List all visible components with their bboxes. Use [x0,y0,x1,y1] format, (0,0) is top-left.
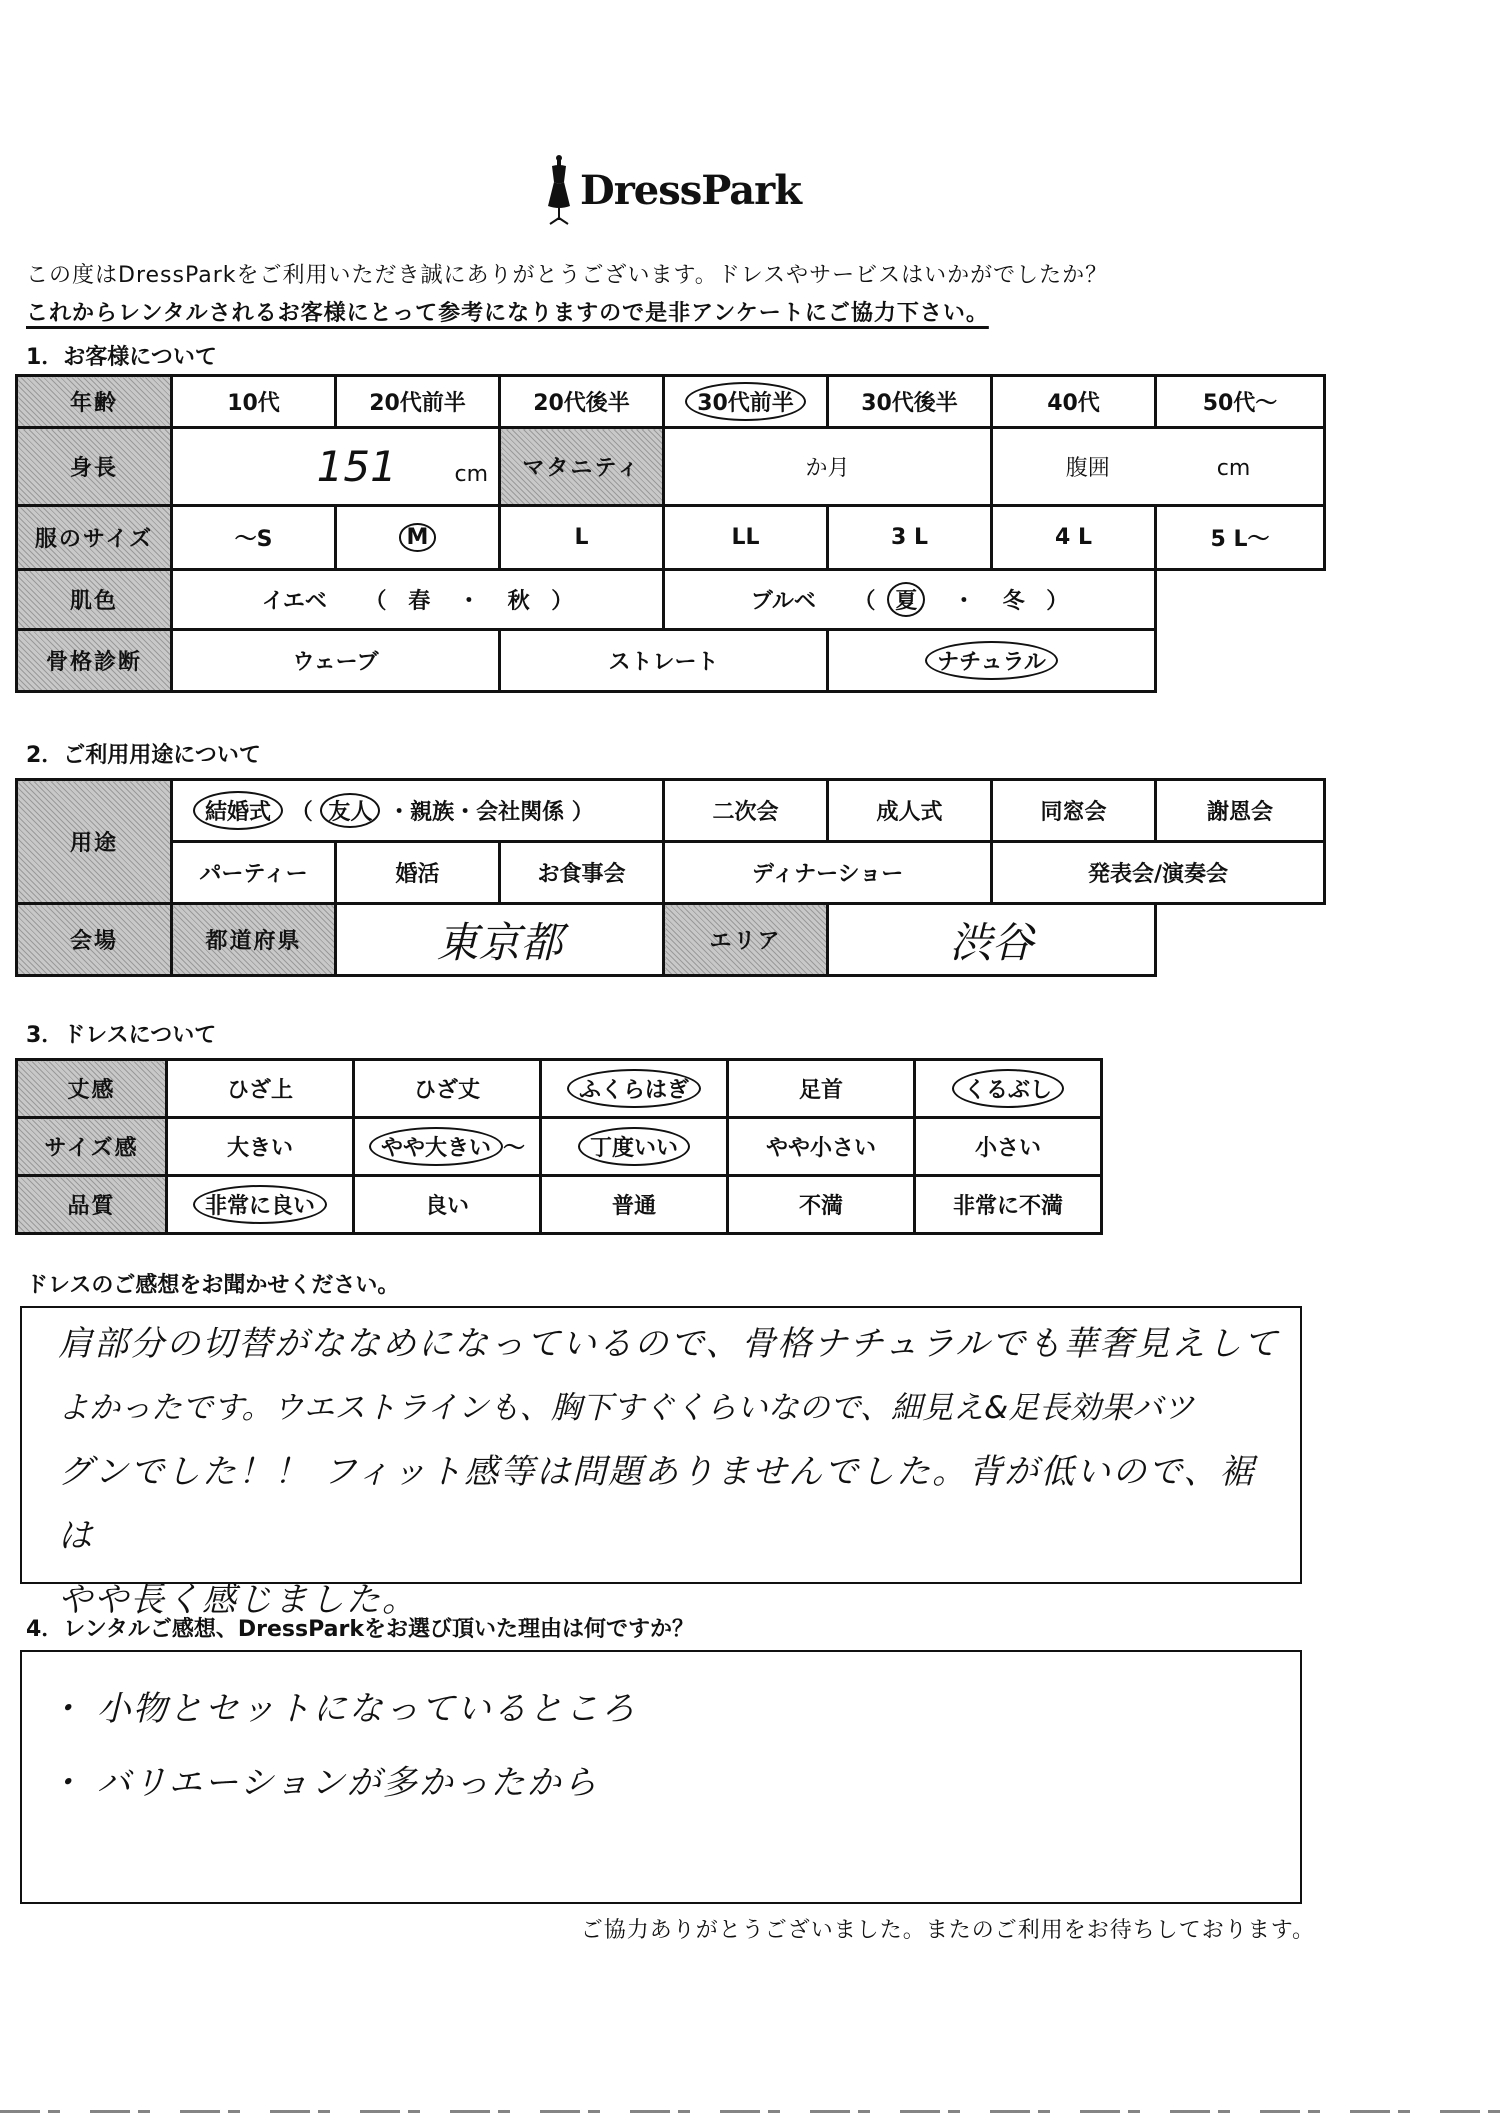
fit-tilde: ～ [503,1136,526,1161]
skin-blue-dot: ・ [952,589,975,614]
reason-line: ・ 小物とセットになっているところ [48,1689,637,1729]
skin-blue-option[interactable] [664,570,1156,630]
age-selected: 30代前半 [685,382,806,421]
age-option-20s-early[interactable]: 20代前半 [336,376,500,428]
skin-empty [1156,570,1325,630]
age-option-30s-early[interactable] [664,376,828,428]
purpose-thanks-party[interactable]: 謝恩会 [1156,780,1325,842]
comment-line: よかったです。ウエストラインも、胸下すぐくらいなので、細見え&足長効果バツ [58,1390,1195,1426]
area-value: 渋谷 [949,917,1034,967]
area-field[interactable] [828,904,1156,976]
section-2-title: 2．ご利用用途について [26,743,261,768]
quality-very-dissatisfied[interactable]: 非常に不満 [915,1176,1102,1234]
purpose-after-party[interactable]: 二次会 [664,780,828,842]
fit-large[interactable]: 大きい [167,1118,354,1176]
fit-just-right[interactable] [541,1118,728,1176]
skin-yellow-open: （ [364,589,387,614]
purpose-dinner[interactable]: お食事会 [500,842,664,904]
skin-summer: 夏 [887,582,925,617]
height-unit: cm [454,462,488,487]
waist-field[interactable] [992,428,1325,506]
reason-text [48,1672,637,1820]
size-option-4l[interactable]: 4 L [992,506,1156,570]
prefecture-label: 都道府県 [172,904,336,976]
purpose-friend: 友人 [320,793,380,828]
skin-blue-open: （ [853,589,876,614]
customer-table [15,374,1326,693]
length-ankle-bone[interactable] [915,1060,1102,1118]
skin-yellow-dot: ・ [457,589,480,614]
section-3-title: 3．ドレスについて [26,1023,217,1048]
skin-blue: ブルベ [750,589,816,614]
size-label: 服のサイズ [17,506,172,570]
dress-form-icon [544,154,574,226]
size-option-5l[interactable]: 5 L～ [1156,506,1325,570]
comment-line: グンでした！！ フィット感等は問題ありませんでした。背が低いので、裾は [58,1452,1256,1556]
skin-yellow-option[interactable] [172,570,664,630]
frame-option-wave[interactable]: ウェーブ [172,630,500,692]
purpose-close: ） [571,800,594,825]
quality-label: 品質 [17,1176,167,1234]
skin-label: 肌色 [17,570,172,630]
size-option-l[interactable]: L [500,506,664,570]
comment-text [58,1312,1288,1632]
age-option-30s-late[interactable]: 30代後半 [828,376,992,428]
waist-unit: cm [1216,456,1251,481]
usage-table [15,778,1326,977]
skin-blue-close: ） [1046,589,1069,614]
age-option-50s[interactable]: 50代～ [1156,376,1325,428]
purpose-wedding: 結婚式 [193,791,283,830]
purpose-party[interactable]: パーティー [172,842,336,904]
prefecture-value: 東京都 [436,917,563,967]
age-option-40s[interactable]: 40代 [992,376,1156,428]
height-label: 身長 [17,428,172,506]
purpose-dinner-show[interactable]: ディナーショー [664,842,992,904]
purpose-label: 用途 [17,780,172,904]
length-knee[interactable]: ひざ丈 [354,1060,541,1118]
size-option-3l[interactable]: 3 L [828,506,992,570]
purpose-konkatsu[interactable]: 婚活 [336,842,500,904]
comment-line: 肩部分の切替がななめになっているので、骨格ナチュラルでも華奢見えして [58,1324,1280,1364]
length-calf-selected: ふくらはぎ [567,1069,701,1108]
frame-option-straight[interactable]: ストレート [500,630,828,692]
length-above-knee[interactable]: ひざ上 [167,1060,354,1118]
quality-selected: 非常に良い [193,1185,327,1224]
length-ankle[interactable]: 足首 [728,1060,915,1118]
frame-empty [1156,630,1325,692]
intro-line-1: この度はDressParkをご利用いただき誠にありがとうございます。ドレスやサービスはいかがでしたか？ [26,263,1109,288]
purpose-relatives: ・親族・会社関係 [388,800,565,825]
section-4-title: 4．レンタルご感想、DressParkをお選び頂いた理由は何ですか？ [26,1617,694,1642]
quality-good[interactable]: 良い [354,1176,541,1234]
size-option-ll[interactable]: LL [664,506,828,570]
age-label: 年齢 [17,376,172,428]
logo-text: DressPark [580,166,801,214]
intro-line-2: これからレンタルされるお客様にとって参考になりますので是非アンケートにご協力下さい。 [26,301,989,326]
size-option-s[interactable]: ～S [172,506,336,570]
dress-table [15,1058,1103,1235]
fit-slightly-large[interactable] [354,1118,541,1176]
maternity-label: マタニティ [500,428,664,506]
frame-option-natural[interactable] [828,630,1156,692]
venue-label: 会場 [17,904,172,976]
purpose-coming-of-age[interactable]: 成人式 [828,780,992,842]
skin-autumn: 秋 [507,589,530,614]
quality-very-good[interactable] [167,1176,354,1234]
age-option-10s[interactable]: 10代 [172,376,336,428]
fit-slightly-large-selected: やや大きい [369,1127,503,1166]
comment-line: やや長く感じました。 [58,1580,418,1620]
size-selected: M [399,523,437,552]
skin-spring: 春 [408,589,431,614]
fit-just-right-selected: 丁度いい [578,1127,690,1166]
fit-small[interactable]: 小さい [915,1118,1102,1176]
fit-label: サイズ感 [17,1118,167,1176]
purpose-wedding-option[interactable] [172,780,664,842]
frame-label: 骨格診断 [17,630,172,692]
skin-winter: 冬 [1002,589,1025,614]
venue-empty [1156,904,1325,976]
section-1-title: 1．お客様について [26,345,217,370]
size-option-m[interactable] [336,506,500,570]
skin-yellow-close: ） [551,589,574,614]
length-label: 丈感 [17,1060,167,1118]
thanks-text: ご協力ありがとうございました。またのご利用をお待ちしております。 [580,1918,1315,1943]
fit-slightly-small[interactable]: やや小さい [728,1118,915,1176]
length-calf[interactable] [541,1060,728,1118]
comment-title: ドレスのご感想をお聞かせください。 [26,1273,400,1298]
height-value: 151 [316,442,397,491]
prefecture-field[interactable] [336,904,664,976]
quality-dissatisfied[interactable]: 不満 [728,1176,915,1234]
skin-yellow: イエベ [261,589,327,614]
quality-normal[interactable]: 普通 [541,1176,728,1234]
dresspark-logo [544,150,801,230]
area-label: エリア [664,904,828,976]
purpose-reunion[interactable]: 同窓会 [992,780,1156,842]
maternity-field[interactable]: か月 [664,428,992,506]
frame-selected: ナチュラル [925,641,1058,680]
reason-line: ・ バリエーションが多かったから [48,1763,599,1803]
purpose-recital[interactable]: 発表会/演奏会 [992,842,1325,904]
purpose-open: （ [290,800,313,825]
length-ankle-bone-selected: くるぶし [952,1069,1064,1108]
age-option-20s-late[interactable]: 20代後半 [500,376,664,428]
waist-label: 腹囲 [1065,456,1110,481]
scan-edge-line [0,2110,1500,2113]
height-field[interactable] [172,428,500,506]
